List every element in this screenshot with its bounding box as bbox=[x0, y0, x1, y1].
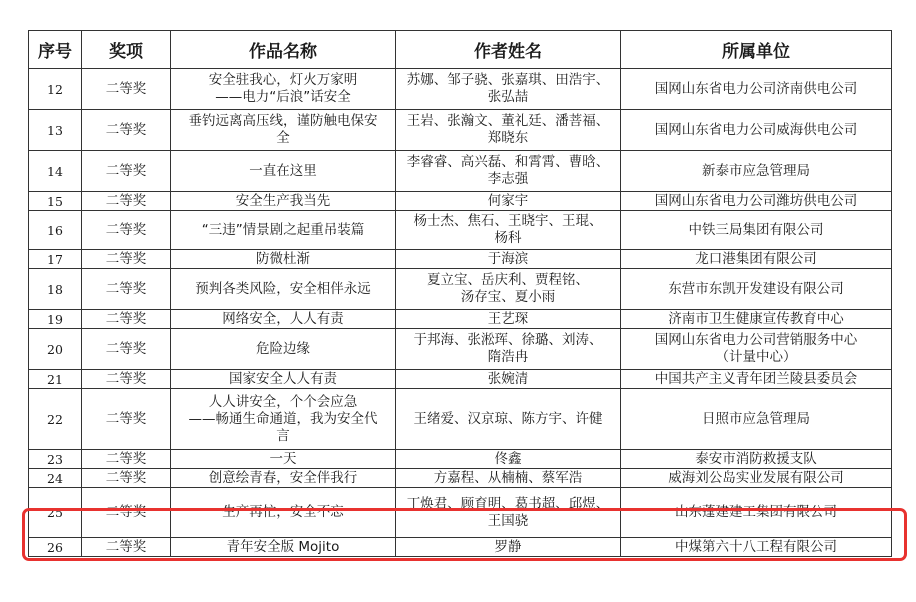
cell-work-title bbox=[171, 329, 396, 370]
cell-authors-line: 郑晓东 bbox=[487, 130, 529, 146]
cell-award: 二等奖 bbox=[82, 389, 171, 450]
cell-work-title-line: 安全生产我当先 bbox=[235, 192, 331, 209]
cell-unit bbox=[621, 269, 892, 310]
cell-work-title-line: 全 bbox=[276, 130, 290, 146]
cell-work-title-line: 言 bbox=[276, 427, 290, 444]
cell-authors bbox=[396, 211, 621, 250]
table-row bbox=[29, 450, 892, 469]
cell-unit-line: 山东蓬建建工集团有限公司 bbox=[675, 504, 837, 520]
cell-work-title-line: 一直在这里 bbox=[249, 162, 317, 179]
cell-unit-line: 国网山东省电力公司营销服务中心 bbox=[654, 332, 858, 348]
cell-index: 17 bbox=[29, 250, 82, 269]
table-row bbox=[29, 488, 892, 538]
cell-unit bbox=[621, 211, 892, 250]
cell-authors bbox=[396, 269, 621, 310]
cell-index: 19 bbox=[29, 310, 82, 329]
cell-work-title bbox=[171, 538, 396, 557]
cell-index: 21 bbox=[29, 370, 82, 389]
table-row bbox=[29, 370, 892, 389]
cell-index: 25 bbox=[29, 488, 82, 538]
cell-index: 12 bbox=[29, 69, 82, 110]
cell-work-title bbox=[171, 310, 396, 329]
table-row bbox=[29, 310, 892, 329]
cell-unit bbox=[621, 310, 892, 329]
cell-authors-line: 李志强 bbox=[487, 171, 529, 187]
cell-authors bbox=[396, 310, 621, 329]
cell-work-title bbox=[171, 488, 396, 538]
cell-work-title bbox=[171, 192, 396, 211]
cell-authors-line: 丁焕君、顾育明、葛书超、邱煜、 bbox=[406, 495, 610, 512]
cell-award: 二等奖 bbox=[82, 151, 171, 192]
cell-work-title bbox=[171, 370, 396, 389]
table-row bbox=[29, 469, 892, 488]
cell-unit bbox=[621, 69, 892, 110]
cell-unit bbox=[621, 110, 892, 151]
table-row bbox=[29, 538, 892, 557]
cell-authors-line: 佟鑫 bbox=[494, 450, 522, 467]
cell-work-title-line: “三违”情景剧之起重吊装篇 bbox=[201, 221, 365, 238]
cell-unit-line: 国网山东省电力公司济南供电公司 bbox=[654, 80, 858, 97]
cell-award: 二等奖 bbox=[82, 329, 171, 370]
cell-work-title bbox=[171, 389, 396, 450]
cell-award: 二等奖 bbox=[82, 69, 171, 110]
cell-authors-line: 于海滨 bbox=[487, 250, 529, 267]
cell-work-title bbox=[171, 269, 396, 310]
cell-index: 14 bbox=[29, 151, 82, 192]
cell-work-title-line: 一天 bbox=[269, 450, 297, 467]
cell-index: 16 bbox=[29, 211, 82, 250]
cell-index: 15 bbox=[29, 192, 82, 211]
cell-unit bbox=[621, 151, 892, 192]
cell-award: 二等奖 bbox=[82, 211, 171, 250]
cell-award: 二等奖 bbox=[82, 469, 171, 488]
cell-award: 二等奖 bbox=[82, 488, 171, 538]
cell-authors-line: 王艺琛 bbox=[487, 310, 529, 327]
cell-authors-line: 李睿睿、高兴磊、和霄霄、曹晗、 bbox=[406, 154, 610, 170]
cell-award: 二等奖 bbox=[82, 110, 171, 151]
cell-authors-line: 王岩、张瀚文、董礼廷、潘菩福、 bbox=[406, 113, 610, 129]
cell-work-title-line: 预判各类风险，安全相伴永远 bbox=[195, 280, 371, 297]
cell-award: 二等奖 bbox=[82, 450, 171, 469]
header-authors: 作者姓名 bbox=[396, 31, 621, 69]
cell-index: 22 bbox=[29, 389, 82, 450]
cell-authors-line: 罗静 bbox=[494, 538, 522, 555]
cell-authors-line: 张弘喆 bbox=[487, 89, 529, 105]
cell-authors-line: 方嘉程、从楠楠、蔡军浩 bbox=[433, 469, 583, 486]
cell-award: 二等奖 bbox=[82, 370, 171, 389]
cell-authors-line: 王绪爱、汉京琼、陈方宇、许健 bbox=[413, 410, 603, 427]
cell-unit bbox=[621, 192, 892, 211]
cell-work-title-line: 安全驻我心，灯火万家明 bbox=[208, 72, 358, 88]
cell-authors bbox=[396, 151, 621, 192]
cell-unit bbox=[621, 329, 892, 370]
cell-index: 23 bbox=[29, 450, 82, 469]
cell-unit-line: 济南市卫生健康宣传教育中心 bbox=[668, 310, 844, 327]
cell-work-title-line: ——畅通生命通道，我为安全代 bbox=[188, 410, 378, 427]
cell-authors bbox=[396, 192, 621, 211]
cell-authors bbox=[396, 110, 621, 151]
cell-work-title bbox=[171, 450, 396, 469]
table-row bbox=[29, 110, 892, 151]
cell-authors-line: 夏立宝、岳庆利、贾程铭、 bbox=[427, 272, 589, 288]
cell-index: 13 bbox=[29, 110, 82, 151]
cell-unit bbox=[621, 469, 892, 488]
cell-authors-line: 汤存宝、夏小雨 bbox=[460, 289, 556, 305]
cell-work-title bbox=[171, 469, 396, 488]
cell-authors bbox=[396, 250, 621, 269]
header-index: 序号 bbox=[29, 31, 82, 69]
table-row bbox=[29, 389, 892, 450]
cell-unit bbox=[621, 370, 892, 389]
cell-authors bbox=[396, 488, 621, 538]
table-row bbox=[29, 192, 892, 211]
cell-index: 24 bbox=[29, 469, 82, 488]
cell-index: 18 bbox=[29, 269, 82, 310]
cell-authors bbox=[396, 370, 621, 389]
cell-authors-line: 于邦海、张淞珲、徐璐、刘涛、 bbox=[413, 332, 603, 348]
cell-unit-line: （计量中心） bbox=[715, 349, 797, 365]
cell-authors-line: 隋浩冉 bbox=[487, 349, 529, 365]
cell-work-title bbox=[171, 250, 396, 269]
cell-authors bbox=[396, 450, 621, 469]
cell-work-title bbox=[171, 211, 396, 250]
table-body bbox=[29, 69, 892, 557]
table-row bbox=[29, 69, 892, 110]
cell-award: 二等奖 bbox=[82, 192, 171, 211]
award-table bbox=[28, 30, 892, 557]
cell-work-title bbox=[171, 151, 396, 192]
cell-work-title-line: 青年安全版 Mojito bbox=[226, 538, 340, 555]
cell-work-title bbox=[171, 69, 396, 110]
cell-work-title-line: 防微杜渐 bbox=[256, 250, 310, 267]
cell-award: 二等奖 bbox=[82, 538, 171, 557]
cell-index: 26 bbox=[29, 538, 82, 557]
cell-unit bbox=[621, 250, 892, 269]
cell-award: 二等奖 bbox=[82, 250, 171, 269]
table-row bbox=[29, 269, 892, 310]
cell-unit-line: 东营市东凯开发建设有限公司 bbox=[668, 280, 844, 297]
cell-authors-line: 何家宇 bbox=[487, 192, 529, 209]
cell-unit bbox=[621, 389, 892, 450]
cell-work-title-line: 垂钓远离高压线，谨防触电保安 bbox=[188, 113, 378, 129]
cell-work-title-line: 网络安全，人人有责 bbox=[222, 310, 344, 327]
header-award: 奖项 bbox=[82, 31, 171, 69]
cell-unit-line: 中铁三局集团有限公司 bbox=[688, 221, 824, 238]
cell-unit-line: 国网山东省电力公司潍坊供电公司 bbox=[654, 192, 858, 209]
cell-authors-line: 杨士杰、焦石、王晓宇、王琨、 bbox=[413, 213, 603, 229]
cell-work-title-line: 创意绘青春，安全伴我行 bbox=[208, 469, 358, 486]
cell-unit bbox=[621, 450, 892, 469]
cell-award: 二等奖 bbox=[82, 310, 171, 329]
cell-authors bbox=[396, 69, 621, 110]
cell-unit-line: 新泰市应急管理局 bbox=[702, 162, 810, 179]
cell-unit-line: 中国共产主义青年团兰陵县委员会 bbox=[654, 370, 858, 387]
table-row bbox=[29, 329, 892, 370]
cell-unit-line: 泰安市消防救援支队 bbox=[695, 450, 817, 467]
header-work-title: 作品名称 bbox=[171, 31, 396, 69]
header-row bbox=[29, 31, 892, 69]
cell-authors bbox=[396, 389, 621, 450]
cell-authors-line: 杨科 bbox=[494, 230, 522, 246]
cell-award: 二等奖 bbox=[82, 269, 171, 310]
cell-work-title-line: 国家安全人人有责 bbox=[229, 370, 337, 387]
table-header bbox=[29, 31, 892, 69]
table-row bbox=[29, 250, 892, 269]
cell-unit-line: 日照市应急管理局 bbox=[702, 410, 810, 427]
cell-unit bbox=[621, 488, 892, 538]
cell-unit-line: 中煤第六十八工程有限公司 bbox=[675, 538, 837, 555]
cell-authors-line: 苏娜、邹子骁、张嘉琪、田浩宇、 bbox=[406, 72, 610, 88]
cell-work-title-line: 危险边缘 bbox=[256, 340, 310, 357]
cell-unit bbox=[621, 538, 892, 557]
cell-authors-line: 王国骁 bbox=[487, 512, 529, 529]
cell-authors bbox=[396, 329, 621, 370]
cell-unit-line: 威海刘公岛实业发展有限公司 bbox=[668, 469, 844, 486]
cell-unit-line: 国网山东省电力公司威海供电公司 bbox=[654, 121, 858, 138]
cell-work-title-line: 生产再忙，安全不忘 bbox=[222, 504, 344, 520]
cell-index: 20 bbox=[29, 329, 82, 370]
table-row bbox=[29, 151, 892, 192]
cell-work-title-line: ——电力“后浪”话安全 bbox=[215, 89, 351, 105]
table-row bbox=[29, 211, 892, 250]
cell-work-title bbox=[171, 110, 396, 151]
header-unit: 所属单位 bbox=[621, 31, 892, 69]
cell-unit-line: 龙口港集团有限公司 bbox=[695, 250, 817, 267]
cell-authors bbox=[396, 469, 621, 488]
cell-work-title-line: 人人讲安全，个个会应急 bbox=[208, 393, 358, 410]
cell-authors-line: 张婉清 bbox=[487, 370, 529, 387]
cell-authors bbox=[396, 538, 621, 557]
